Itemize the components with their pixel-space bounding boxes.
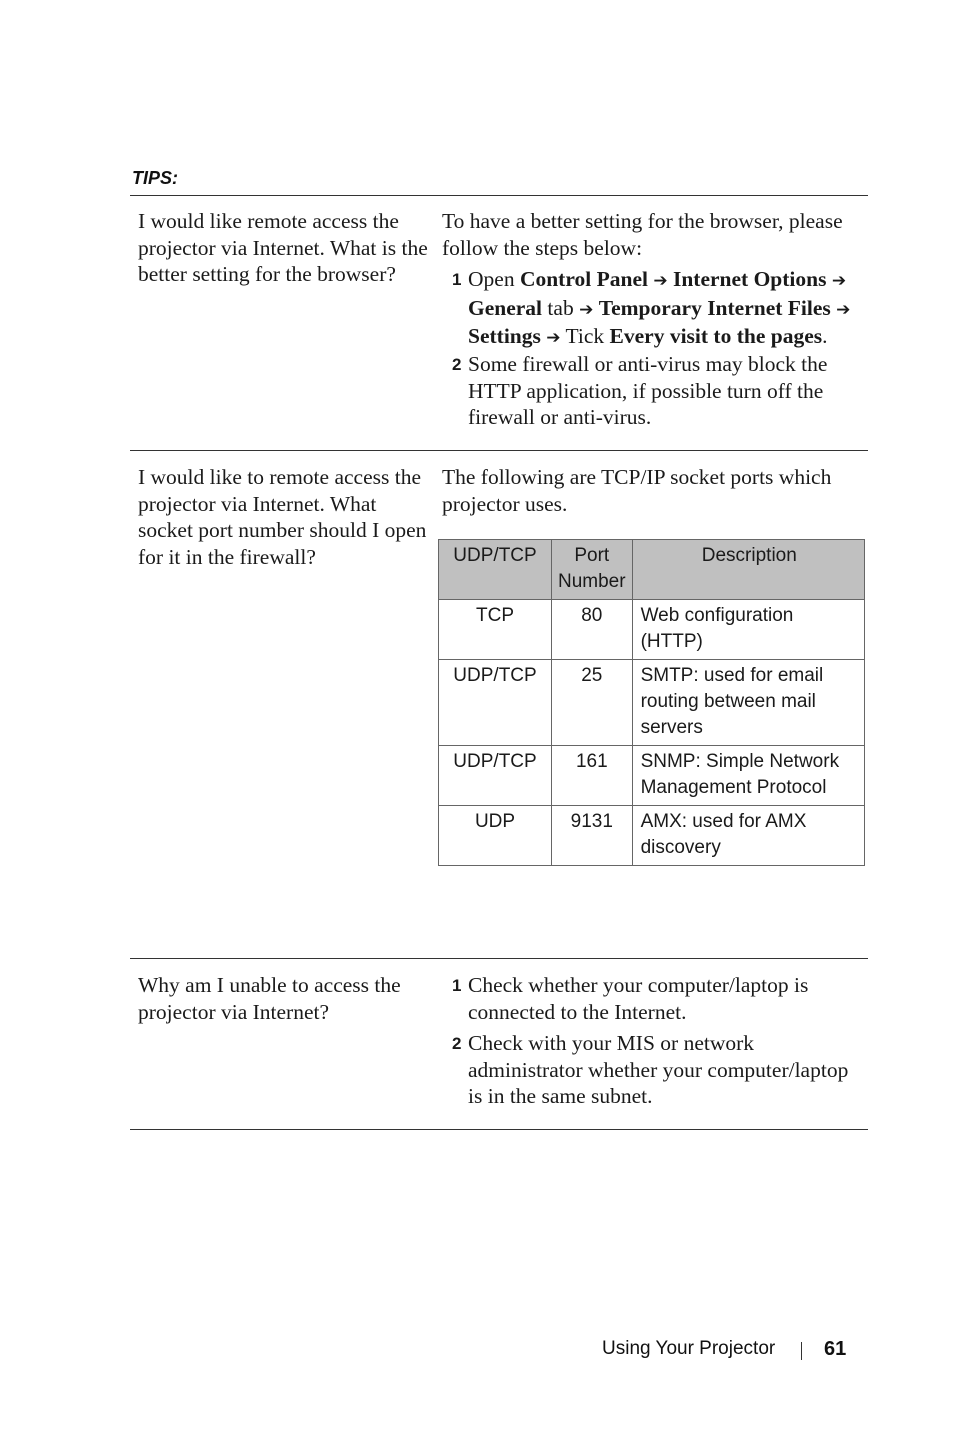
settings-label: Settings [468,324,541,348]
step-text: Some firewall or anti-virus may block the HTTP application, if possible turn off the firewall or anti-virus. [468,352,828,429]
table-cell-protocol: TCP [439,600,552,660]
column-header-port-number: Port Number [552,540,633,600]
step-word-open: Open [468,267,515,291]
faq-answer-intro-browser: To have a better setting for the browser, please follow the steps below: [442,209,843,260]
step-period: . [822,324,828,348]
table-cell-protocol: UDP/TCP [439,746,552,806]
step-text [468,266,864,352]
table-header-row [439,540,865,600]
socket-ports-table [438,539,865,866]
column-header-protocol: UDP/TCP [439,540,552,600]
table-row [439,746,865,806]
divider [130,450,868,451]
faq-question-internet-access: Why am I unable to access the projector via Internet? [138,973,401,1024]
control-panel-label: Control Panel [519,267,648,291]
faq-question-browser-setting: I would like remote access the projector via Internet. What is the better setting for the browser? [138,209,428,286]
step-number: 2 [452,355,462,374]
table-cell-protocol: UDP/TCP [439,660,552,746]
table-row [439,660,865,746]
step-text: Check with your MIS or network administrator whether your computer/laptop is in the same subnet. [468,1031,849,1108]
general-tab-label: General [468,295,543,320]
step-word-tab: tab [547,295,574,320]
every-visit-label: Every visit to the pages [609,324,823,348]
page-number: 61 [824,1338,847,1360]
right-arrow-icon: ➔ [579,299,594,320]
table-cell-description: SNMP: Simple Network Management Protocol [632,746,864,806]
right-arrow-icon: ➔ [836,299,851,320]
faq-answer-intro-ports: The following are TCP/IP socket ports which projector uses. [442,465,832,516]
table-cell-description: Web configuration (HTTP) [632,600,864,660]
table-row [439,806,865,866]
step-number: 1 [452,270,462,289]
step-number: 1 [452,976,462,995]
right-arrow-icon: ➔ [831,271,847,291]
right-arrow-icon: ➔ [546,328,561,348]
step-text: Check whether your computer/laptop is connected to the Internet. [468,973,809,1024]
temporary-internet-files-label: Temporary Internet Files [598,295,831,320]
divider [130,195,868,196]
table-row [439,600,865,660]
table-cell-port: 25 [552,660,633,746]
tips-heading: TIPS: [132,168,179,188]
divider [130,1129,868,1130]
faq-question-socket-port: I would like to remote access the projector via Internet. What socket port number should I open for it in the firewall? [138,465,427,569]
step-number: 2 [452,1034,462,1053]
table-cell-port: 161 [552,746,633,806]
page-footer [602,1338,847,1360]
table-cell-description: AMX: used for AMX discovery [632,806,864,866]
table-cell-protocol: UDP [439,806,552,866]
table-cell-description: SMTP: used for email routing between mail servers [632,660,864,746]
column-header-description: Description [632,540,864,600]
table-cell-port: 9131 [552,806,633,866]
divider [130,958,868,959]
internet-options-label: Internet Options [672,267,827,291]
footer-section-title: Using Your Projector [602,1338,776,1359]
table-cell-port: 80 [552,600,633,660]
footer-separator [801,1342,802,1360]
right-arrow-icon: ➔ [653,271,668,291]
step-word-tick: Tick [565,324,605,348]
